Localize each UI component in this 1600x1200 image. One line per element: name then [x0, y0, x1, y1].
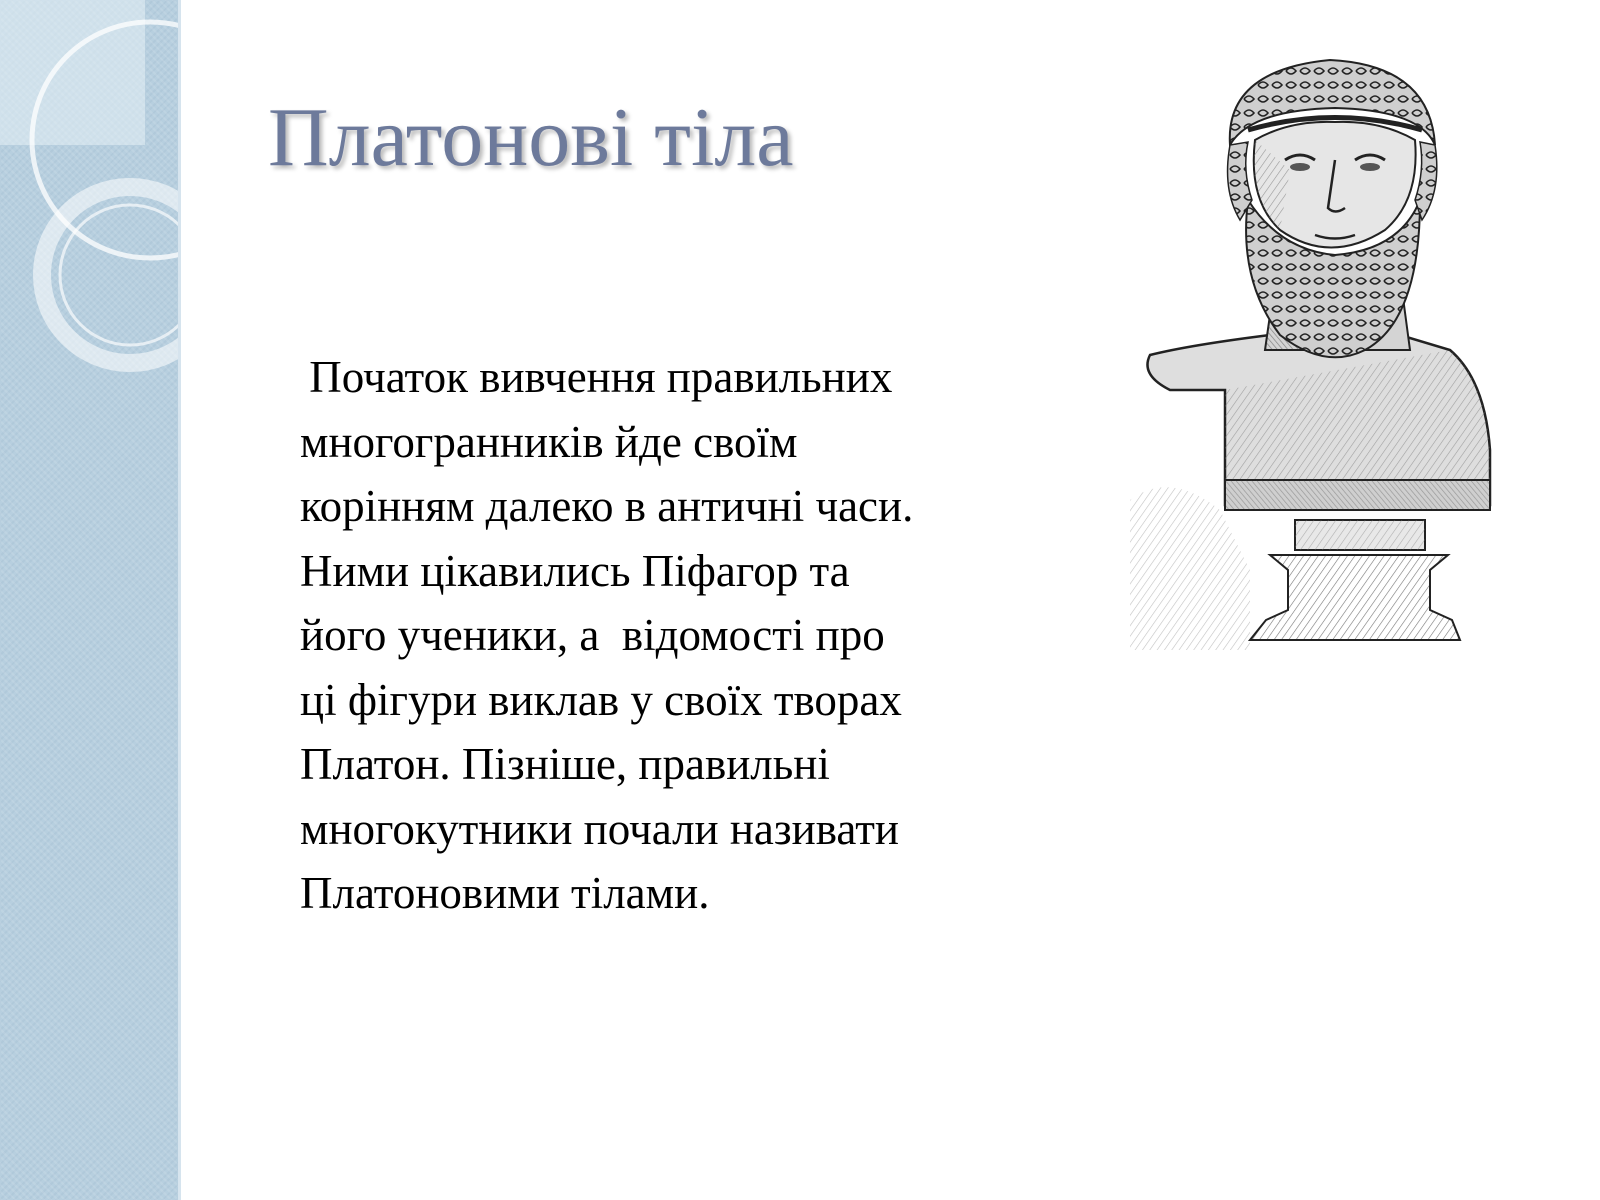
- body-line: многогранників йде своїм: [300, 416, 798, 467]
- body-line: многокутники почали називати: [300, 803, 899, 854]
- decorative-rings-icon: [0, 0, 178, 400]
- slide-body-text: [300, 345, 1060, 926]
- body-line: Платоновими тілами.: [300, 868, 710, 918]
- bust-icon: [1130, 50, 1550, 670]
- body-line: Початок вивчення правильних: [298, 352, 893, 402]
- body-line: корінням далеко в античні часи.: [300, 481, 914, 531]
- slide-title: Платонові тіла: [268, 91, 794, 184]
- body-line: Ними цікавились Піфагор та: [300, 545, 850, 596]
- body-line: його ученики, а відомості про: [300, 610, 885, 660]
- body-line: Платон. Пізніше, правильні: [300, 739, 830, 789]
- decorative-side-band: [0, 0, 181, 1200]
- body-line: ці фігури виклав у своїх творах: [300, 674, 902, 725]
